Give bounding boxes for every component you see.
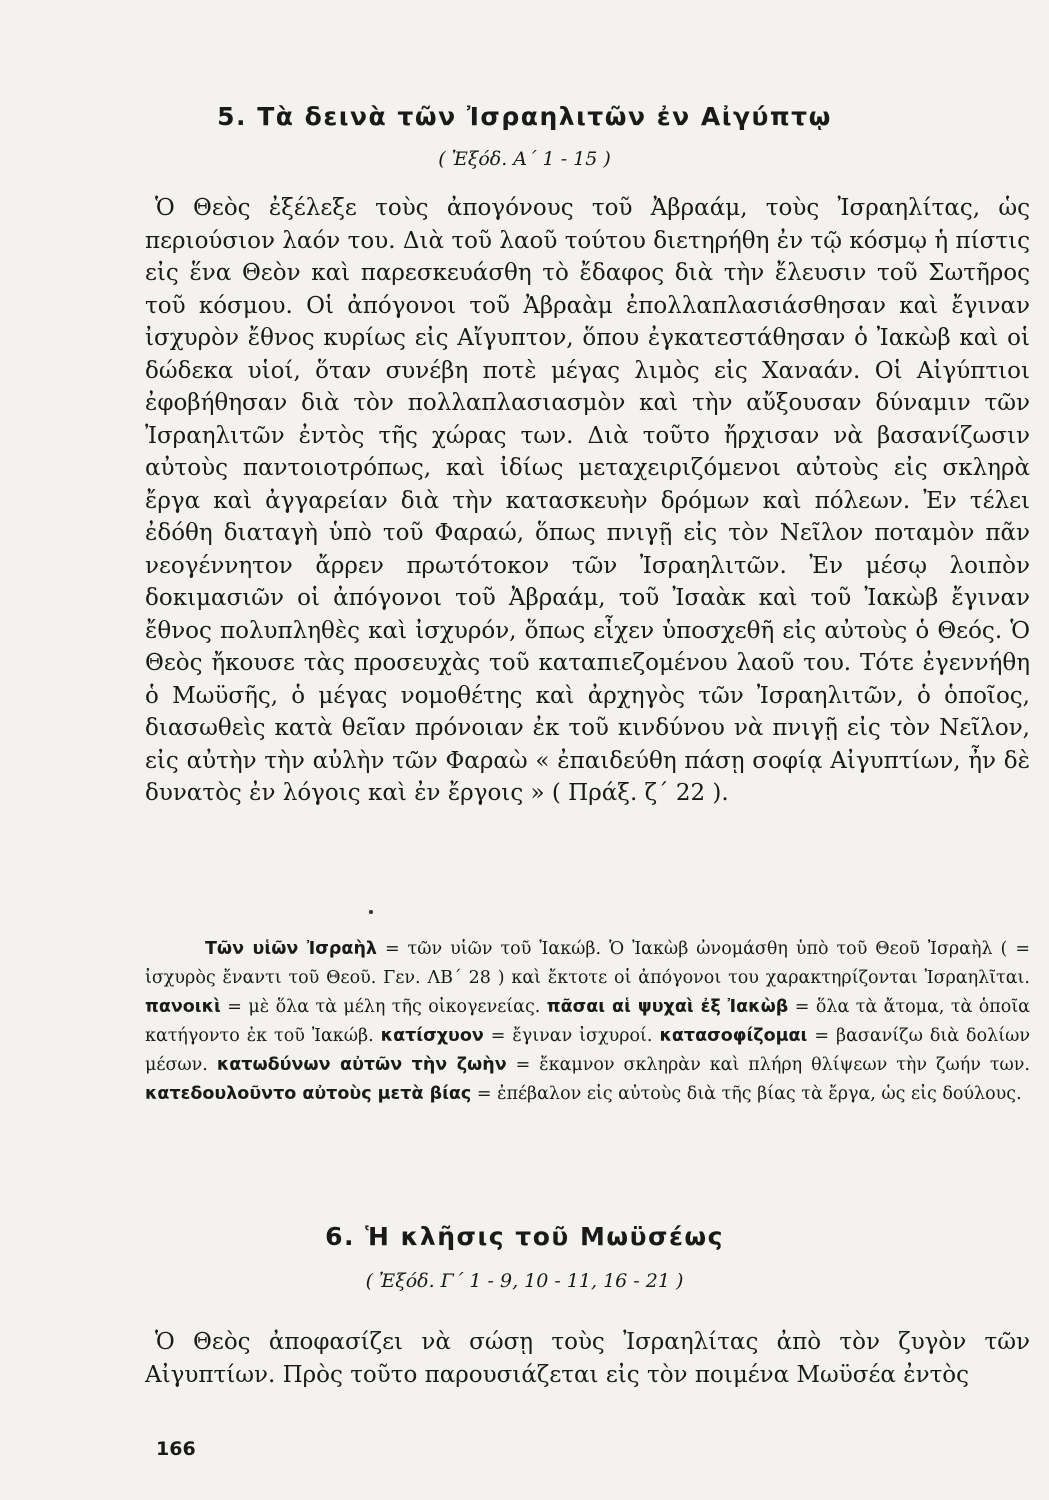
section-6-reference: ( Ἐξόδ. Γ΄ 1 - 9, 10 - 11, 16 - 21 ): [365, 1270, 684, 1292]
section-5-reference: ( Ἐξόδ. Α΄ 1 - 15 ): [438, 148, 611, 170]
note-term: πᾶσαι αἱ ψυχαὶ ἐξ Ἰακὼβ: [546, 997, 789, 1017]
section-5-body: Ὁ Θεὸς ἐξέλεξε τοὺς ἀπογόνους τοῦ Ἀβραάμ, τοὺς Ἰσραηλίτας, ὡς περιούσιον λαόν του. Διὰ τοῦ λαοῦ τούτου διετηρήθη ἐν τῷ κόσμῳ ἡ πίστις εἰς ἕνα Θεὸν καὶ παρεσκευάσθη τὸ ἔδαφος διὰ τὴν ἔλευσιν τοῦ Σωτῆρος τοῦ κόσμου. Οἱ ἀπόγονοι τοῦ Ἀβραὰμ ἐπολλαπλασιάσθησαν καὶ ἔγιναν ἰσχυρὸν ἔθνος κυρίως εἰς Αἴγυπτον, ὅπου ἐγκατεστάθησαν ὁ Ἰακὼβ καὶ οἱ δώδεκα υἱοί, ὅταν συνέβη ποτὲ μέγας λιμὸς εἰς Χαναάν. Οἱ Αἰγύπτιοι ἐφοβήθησαν διὰ τὸν πολλαπλασιασμὸν καὶ τὴν αὔξουσαν δύναμιν τῶν Ἰσραηλιτῶν ἐντὸς τῆς χώρας των. Διὰ τοῦτο ἤρχισαν νὰ βασανίζωσιν αὐτοὺς παντοιοτρόπως, καὶ ἰδίως μεταχειριζόμενοι αὐτοὺς εἰς σκληρὰ ἔργα καὶ ἀγγαρείαν διὰ τὴν κατασκευὴν δρόμων καὶ πόλεων. Ἐν τέλει ἐδόθη διαταγὴ ὑπὸ τοῦ Φαραώ, ὅπως πνιγῇ εἰς τὸν Νεῖλον ποταμὸν πᾶν νεογέννητον ἄρρεν πρωτότοκον τῶν Ἰσραηλιτῶν. Ἐν μέσῳ λοιπὸν δοκιμασιῶν οἱ ἀπόγονοι τοῦ Ἀβραάμ, τοῦ Ἰσαὰκ καὶ τοῦ Ἰακὼβ ἔγιναν ἔθνος πολυπληθὲς καὶ ἰσχυρόν, ὅπως εἶχεν ὑποσχεθῆ εἰς αὐτοὺς ὁ Θεός. Ὁ Θεὸς ἤκουσε τὰς προσευχὰς τοῦ καταπιεζομένου λαοῦ του. Τότε ἐγεννήθη ὁ Μωϋσῆς, ὁ μέγας νομοθέτης καὶ ἀρχηγὸς τῶν Ἰσραηλιτῶν, ὁ ὁποῖος, διασωθεὶς κατὰ θεῖαν πρόνοιαν ἐκ τοῦ κινδύνου νὰ πνιγῇ εἰς τὸν Νεῖλον, εἰς αὐτὴν τὴν αὐλὴν τῶν Φαραὼ « ἐπαιδεύθη πάσῃ σοφίᾳ Αἰγυπτίων, ἦν δὲ δυνατὸς ἐν λόγοις καὶ ἐν ἔργοις » ( Πράξ. ζ΄ 22 ).: [145, 195, 1030, 806]
stray-mark: [369, 910, 373, 914]
note-term: κατεδουλοῦντο αὐτοὺς μετὰ βίας: [145, 1084, 472, 1104]
note-definition: = τῶν υἱῶν τοῦ Ἰακώβ. Ὁ Ἰακὼβ ὠνομάσθη ὑπὸ τοῦ Θεοῦ Ἰσραὴλ ( = ἰσχυρὸς ἔναντι τοῦ Θεοῦ. Γεν. ΛΒ΄ 28 ) καὶ ἔκτοτε οἱ ἀπόγονοι του χαρακτηρίζονται Ἰσραηλῖται.: [145, 939, 1030, 988]
note-definition: = ἔκαμνον σκληρὰν καὶ πλήρη θλίψεων τὴν ζωήν των.: [506, 1055, 1030, 1075]
note-definition: = μὲ ὅλα τὰ μέλη τῆς οἰκογενείας.: [220, 997, 547, 1017]
note-term: πανοικὶ: [145, 997, 221, 1017]
section-5-title: 5. Τὰ δεινὰ τῶν Ἰσραηλιτῶν ἐν Αἰγύπτῳ: [217, 102, 832, 131]
note-definition: = βασανίζω διὰ δολίων μέσων.: [145, 1026, 1030, 1075]
note-term: κατωδύνων αὐτῶν τὴν ζωὴν: [216, 1055, 507, 1075]
section-5-vocabulary-notes: [145, 935, 1030, 1109]
note-term: κατασοφίζομαι: [659, 1026, 808, 1046]
note-term: Τῶν υἱῶν Ἰσραὴλ: [205, 939, 377, 959]
note-term: κατίσχυον: [380, 1026, 484, 1046]
note-definition: = ὅλα τὰ ἄτομα, τὰ ὁποῖα κατήγοντο ἐκ τοῦ Ἰακώβ.: [145, 997, 1031, 1046]
page-number: 166: [156, 1438, 196, 1460]
section-6-body: Ὁ Θεὸς ἀποφασίζει νὰ σώσῃ τοὺς Ἰσραηλίτας ἀπὸ τὸν ζυγὸν τῶν Αἰγυπτίων. Πρὸς τοῦτο παρουσιάζεται εἰς τὸν ποιμένα Μωϋσέα ἐντὸς: [145, 1329, 1030, 1388]
note-definition: = ἐπέβαλον εἰς αὐτοὺς διὰ τῆς βίας τὰ ἔργα, ὡς εἰς δούλους.: [471, 1084, 1022, 1104]
note-definition: = ἔγιναν ἰσχυροί.: [483, 1026, 660, 1046]
section-6-title: 6. Ἡ κλῆσις τοῦ Μωϋσέως: [325, 1222, 724, 1251]
